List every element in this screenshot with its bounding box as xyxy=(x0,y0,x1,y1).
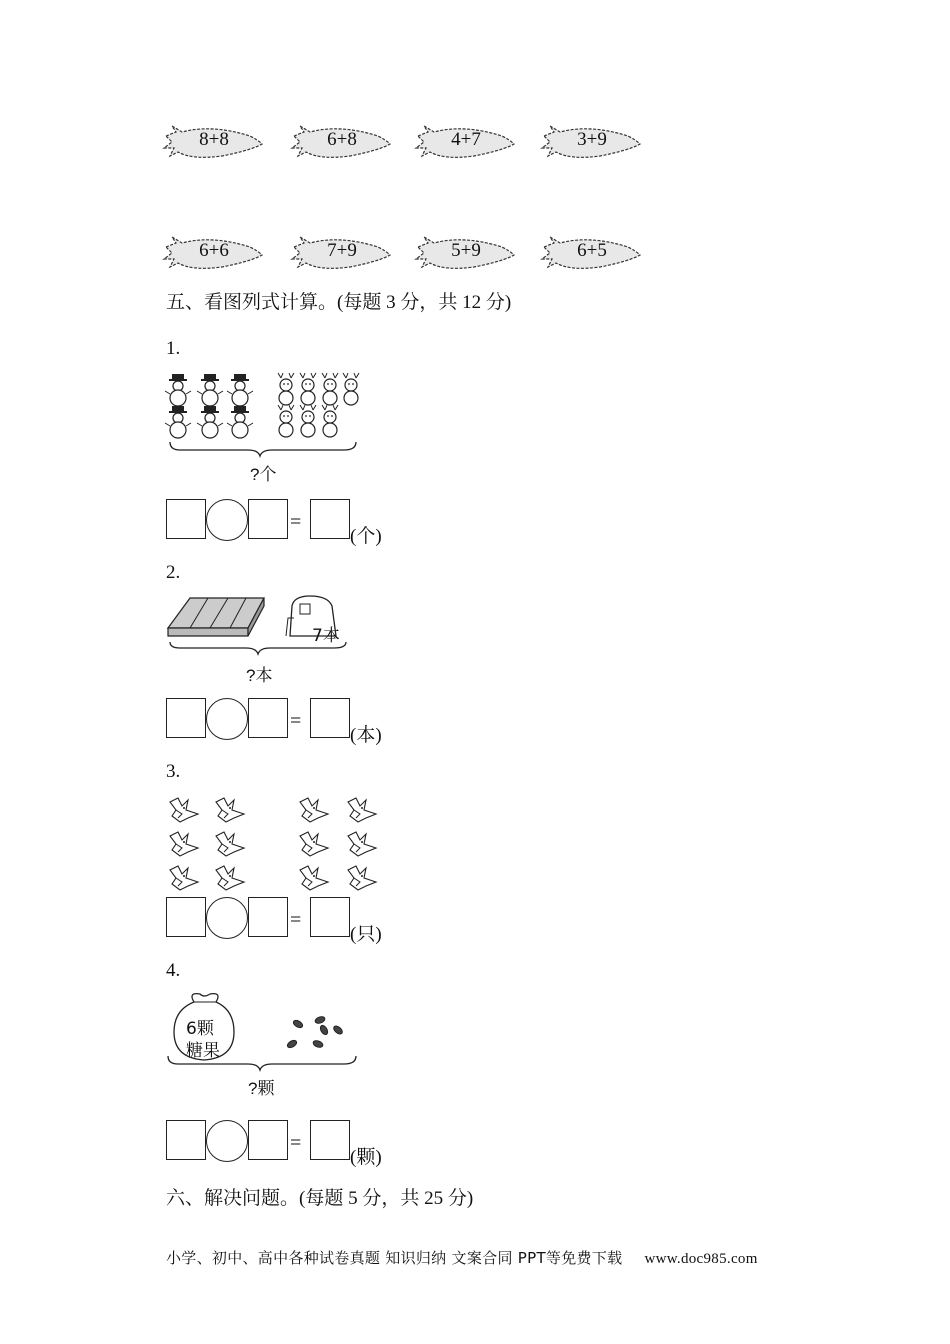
result-box[interactable] xyxy=(310,1120,350,1160)
carrot-expression: 4+7 xyxy=(451,129,481,150)
candy-bag-label-line2: 糖果 xyxy=(186,1041,220,1061)
brace-label: ?本 xyxy=(246,666,273,685)
unit-label: (颗) xyxy=(350,1147,382,1168)
carrot-card xyxy=(162,233,264,273)
birds-illustration xyxy=(164,792,384,896)
brace-label: ?颗 xyxy=(248,1079,275,1098)
footer-text: 小学、初中、高中各种试卷真题 知识归纳 文案合同 PPT等免费下载 xyxy=(166,1249,623,1267)
question-4-number: 4. xyxy=(166,960,181,981)
result-box[interactable] xyxy=(310,897,350,937)
carrot-expression: 6+8 xyxy=(327,129,357,150)
carrot-expression: 8+8 xyxy=(199,129,229,150)
answer-box[interactable] xyxy=(166,897,206,937)
carrot-card xyxy=(290,233,392,273)
answer-box[interactable] xyxy=(248,897,288,937)
question-3-number: 3. xyxy=(166,761,181,782)
carrot-card xyxy=(414,122,516,162)
book-bag-label: 7本 xyxy=(312,626,340,646)
result-box[interactable] xyxy=(310,499,350,539)
unit-label: (个) xyxy=(350,526,382,547)
equals-sign: = xyxy=(290,1132,302,1154)
answer-box[interactable] xyxy=(248,1120,288,1160)
carrot-card xyxy=(540,233,642,273)
operator-circle[interactable] xyxy=(206,897,248,939)
equation-row-4 xyxy=(166,1120,396,1168)
operator-circle[interactable] xyxy=(206,698,248,740)
answer-box[interactable] xyxy=(248,698,288,738)
equation-row-2 xyxy=(166,698,396,746)
carrot-card xyxy=(290,122,392,162)
answer-box[interactable] xyxy=(166,499,206,539)
section-6-heading: 六、解决问题。(每题 5 分，共 25 分) xyxy=(166,1188,474,1209)
operator-circle[interactable] xyxy=(206,1120,248,1162)
carrot-expression: 7+9 xyxy=(327,240,357,261)
equals-sign: = xyxy=(290,511,302,533)
carrot-expression: 6+6 xyxy=(199,240,229,261)
equals-sign: = xyxy=(290,710,302,732)
answer-box[interactable] xyxy=(248,499,288,539)
candy-bag-label-line1: 6颗 xyxy=(186,1019,214,1039)
page-footer xyxy=(166,1247,758,1268)
carrot-card xyxy=(540,122,642,162)
carrot-expression: 3+9 xyxy=(577,129,607,150)
result-box[interactable] xyxy=(310,698,350,738)
equals-sign: = xyxy=(290,909,302,931)
brace-label: ?个 xyxy=(250,465,277,484)
carrot-expression: 5+9 xyxy=(451,240,481,261)
carrot-card xyxy=(162,122,264,162)
equation-row-1 xyxy=(166,499,396,547)
operator-circle[interactable] xyxy=(206,499,248,541)
answer-box[interactable] xyxy=(166,698,206,738)
unit-label: (只) xyxy=(350,924,382,945)
question-2-number: 2. xyxy=(166,562,181,583)
answer-box[interactable] xyxy=(166,1120,206,1160)
carrot-card xyxy=(414,233,516,273)
snowmen-illustration xyxy=(164,370,364,458)
section-5-heading: 五、看图列式计算。(每题 3 分，共 12 分) xyxy=(166,292,512,313)
question-1-number: 1. xyxy=(166,338,181,359)
unit-label: (本) xyxy=(350,725,382,746)
equation-row-3 xyxy=(166,897,396,945)
carrot-expression: 6+5 xyxy=(577,240,607,261)
footer-site[interactable]: www.doc985.com xyxy=(644,1251,758,1267)
